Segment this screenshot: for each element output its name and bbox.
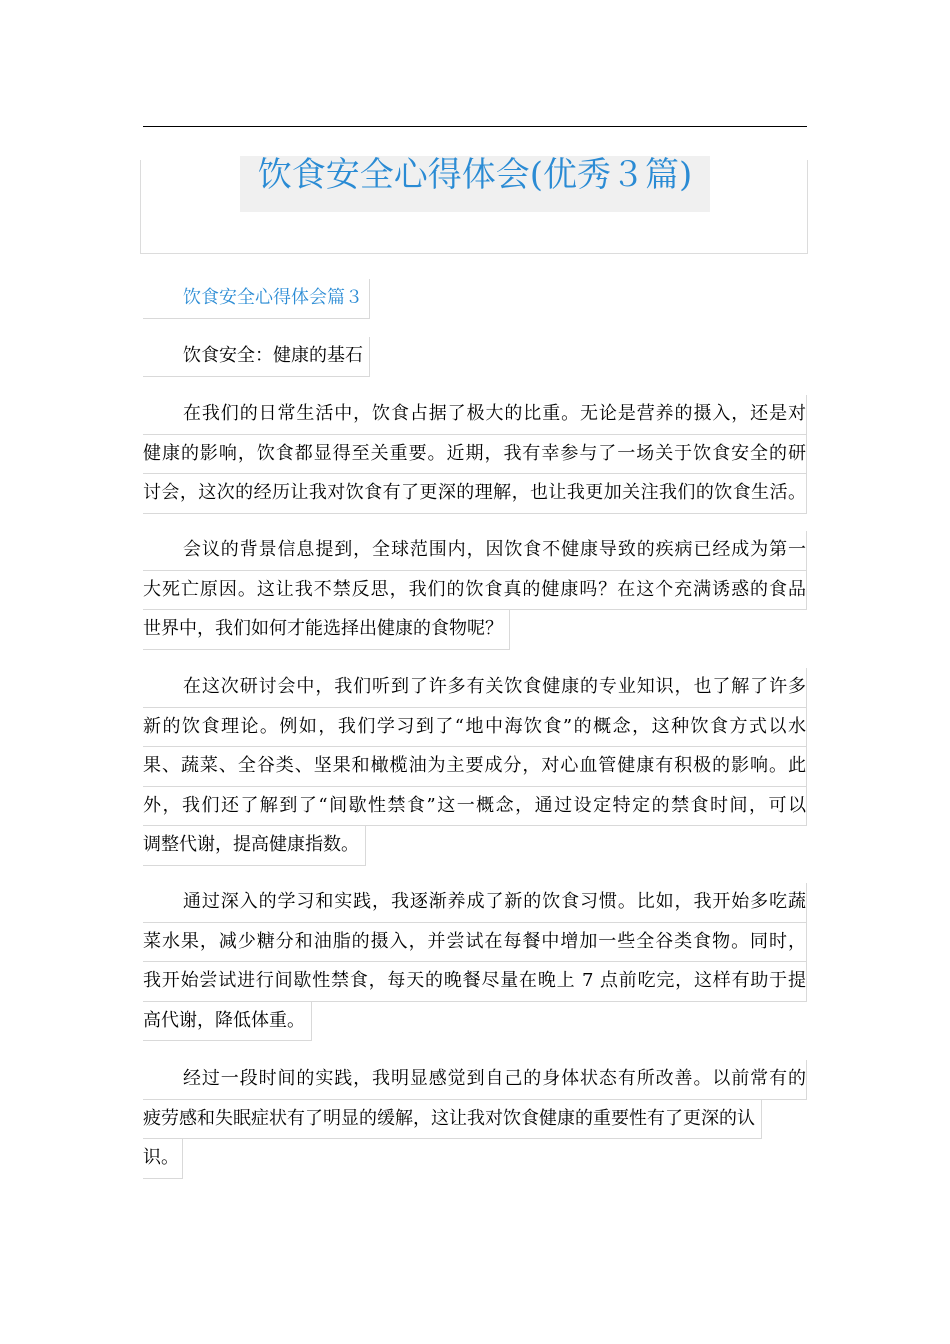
paragraph-line: 新的饮食理论。例如，我们学习到了“地中海饮食”的概念，这种饮食方式以水 bbox=[143, 708, 807, 748]
paragraph-line: 在这次研讨会中，我们听到了许多有关饮食健康的专业知识，也了解了许多 bbox=[143, 668, 807, 708]
subtitle bbox=[143, 337, 807, 377]
paragraph-line: 健康的影响，饮食都显得至关重要。近期，我有幸参与了一场关于饮食安全的研 bbox=[143, 435, 807, 475]
paragraph-line: 世界中，我们如何才能选择出健康的食物呢？ bbox=[143, 610, 510, 650]
paragraph-1 bbox=[143, 395, 807, 514]
paragraph-5 bbox=[143, 1060, 807, 1179]
paragraph-line: 外，我们还了解到了“间歇性禁食”这一概念，通过设定特定的禁食时间，可以 bbox=[143, 787, 807, 827]
paragraph-2 bbox=[143, 531, 807, 650]
paragraph-4 bbox=[143, 883, 807, 1041]
paragraph-line: 疲劳感和失眠症状有了明显的缓解，这让我对饮食健康的重要性有了更深的认 bbox=[143, 1100, 762, 1140]
paragraph-line: 菜水果，减少糖分和油脂的摄入，并尝试在每餐中增加一些全谷类食物。同时， bbox=[143, 923, 807, 963]
paragraph-3 bbox=[143, 668, 807, 866]
header-rule bbox=[143, 126, 807, 127]
section-heading-text: 饮食安全心得体会篇３ bbox=[143, 279, 370, 319]
document-title: 饮食安全心得体会(优秀３篇) bbox=[257, 155, 693, 195]
paragraph-line: 果、蔬菜、全谷类、坚果和橄榄油为主要成分，对心血管健康有积极的影响。此 bbox=[143, 747, 807, 787]
paragraph-line: 大死亡原因。这让我不禁反思，我们的饮食真的健康吗？在这个充满诱惑的食品 bbox=[143, 571, 807, 611]
paragraph-line: 会议的背景信息提到，全球范围内，因饮食不健康导致的疾病已经成为第一 bbox=[143, 531, 807, 571]
subtitle-text: 饮食安全：健康的基石 bbox=[143, 337, 370, 377]
paragraph-line: 经过一段时间的实践，我明显感觉到自己的身体状态有所改善。以前常有的 bbox=[143, 1060, 807, 1100]
paragraph-line: 在我们的日常生活中，饮食占据了极大的比重。无论是营养的摄入，还是对 bbox=[143, 395, 807, 435]
paragraph-line: 高代谢，降低体重。 bbox=[143, 1002, 312, 1042]
paragraph-line: 调整代谢，提高健康指数。 bbox=[143, 826, 366, 866]
section-heading bbox=[143, 279, 807, 319]
paragraph-line: 通过深入的学习和实践，我逐渐养成了新的饮食习惯。比如，我开始多吃蔬 bbox=[143, 883, 807, 923]
paragraph-line: 讨会，这次的经历让我对饮食有了更深的理解，也让我更加关注我们的饮食生活。 bbox=[143, 474, 807, 514]
paragraph-line: 我开始尝试进行间歇性禁食，每天的晚餐尽量在晚上 7 点前吃完，这样有助于提 bbox=[143, 962, 807, 1002]
paragraph-line: 识。 bbox=[143, 1139, 183, 1179]
